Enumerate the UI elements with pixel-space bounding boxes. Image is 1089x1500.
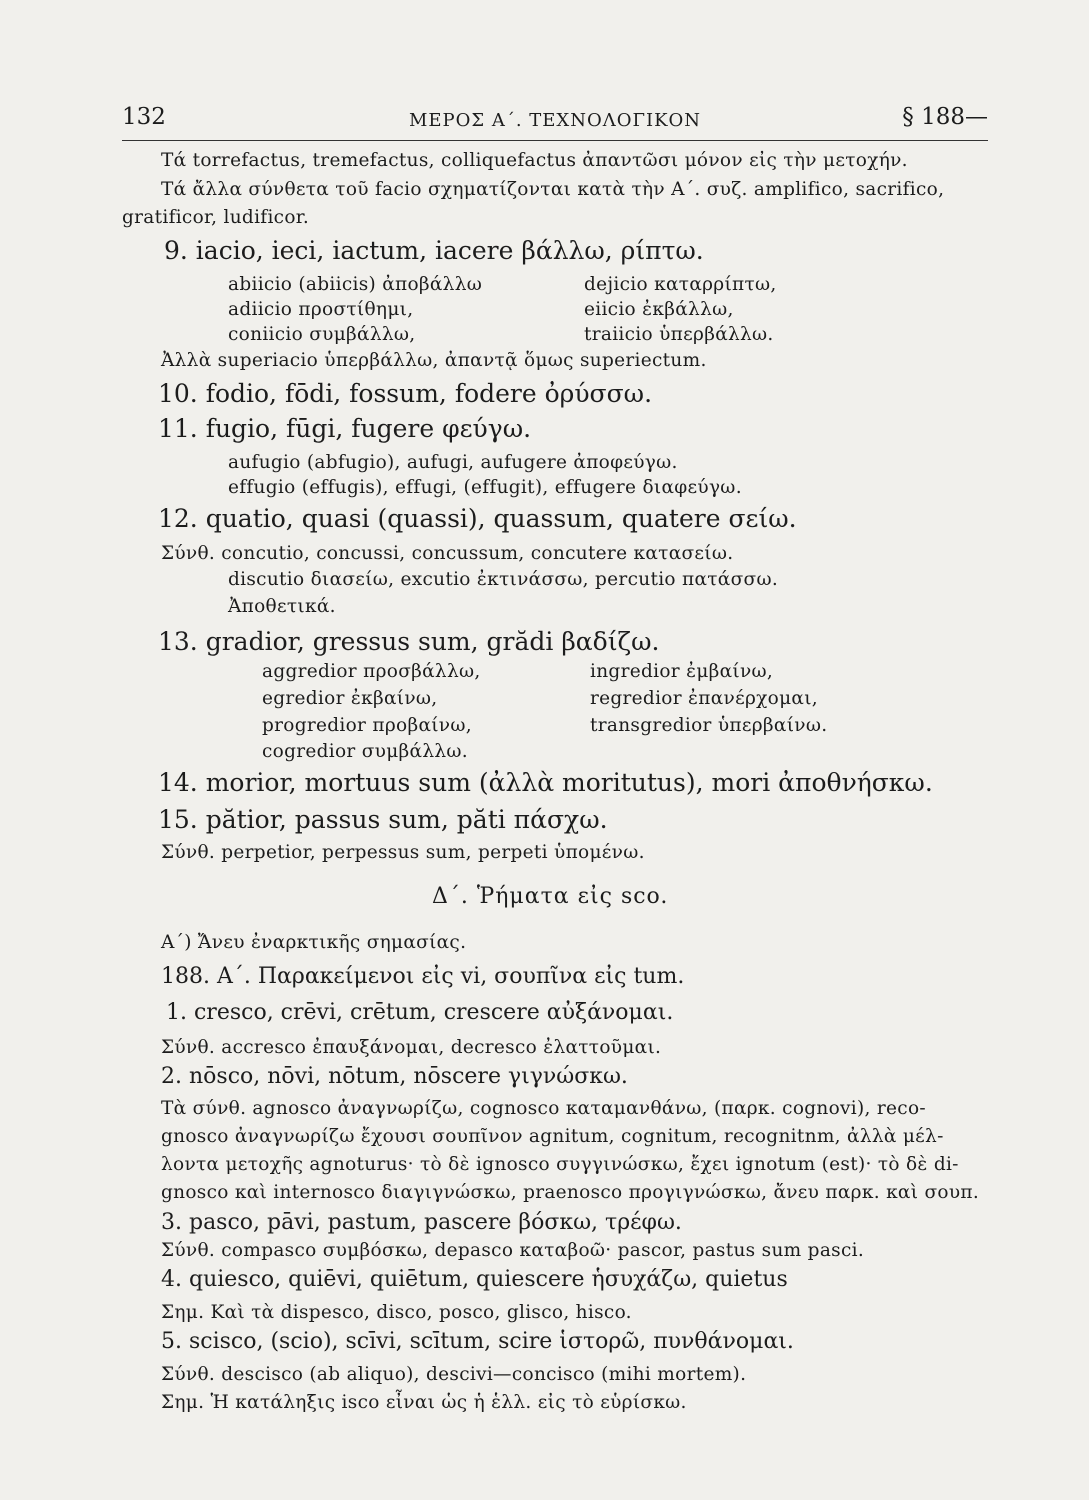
section-heading: Δ΄. Ῥήματα εἰς sco. [432, 884, 669, 909]
verb-heading: 15. pătior, passus sum, păti πάσχω. [158, 805, 608, 834]
header-rule [122, 140, 988, 141]
verb-heading: 12. quatio, quasi (quassi), quassum, quatere σείω. [158, 504, 797, 533]
verb-heading: 13. gradior, gressus sum, grădi βαδίζω. [158, 627, 660, 656]
text-line: Σύνθ. concutio, concussi, concussum, concutere κατασείω. [161, 543, 734, 564]
text-line: Σύνθ. accresco ἐπαυξάνομαι, decresco ἐλαττοῦμαι. [161, 1037, 662, 1058]
compound-left: cogredior συμβάλλω. [262, 741, 468, 762]
compound-left: coniicio συμβάλλω, [228, 324, 416, 345]
text-line: discutio διασείω, excutio ἐκτινάσσω, percutio πατάσσω. [228, 569, 779, 590]
text-line: λοντα μετοχῆς agnoturus· τὸ δὲ ignosco συγγινώσκω, ἔχει ignotum (est)· τὸ δὲ di- [161, 1154, 959, 1175]
text-line: Τά torrefactus, tremefactus, colliquefactus ἀπαντῶσι μόνον εἰς τὴν μετοχήν. [161, 150, 908, 171]
paragraph-heading: 188. Α΄. Παρακείμενοι εἰς vi, σουπῖνα εἰς tum. [161, 964, 685, 989]
compound-left: abiicio (abiicis) ἀποβάλλω [228, 274, 483, 295]
subheading: Α΄) Ἄνευ ἐναρκτικῆς σημασίας. [161, 932, 467, 953]
compound-right: regredior ἐπανέρχομαι, [590, 688, 818, 709]
text-line: gnosco καὶ internosco διαγιγνώσκω, praenosco προγιγνώσκω, ἄνευ παρκ. καὶ σουπ. [161, 1182, 980, 1203]
running-title: ΜΕΡΟΣ Α΄. ΤΕΧΝΟΛΟΓΙΚΟΝ [408, 110, 702, 131]
compound-left: aggredior προσβάλλω, [262, 661, 481, 682]
running-header [122, 104, 988, 138]
verb-heading: 11. fugio, fūgi, fugere φεύγω. [158, 414, 532, 443]
compound-left: egredior ἐκβαίνω, [262, 688, 438, 709]
verb-heading: 14. morior, mortuus sum (ἀλλὰ moritutus), mori ἀποθνήσκω. [158, 768, 933, 797]
text-line: gratificor, ludificor. [122, 207, 310, 228]
text-line: Σύνθ. descisco (ab aliquo), descivi—concisco (mihi mortem). [161, 1364, 747, 1385]
text-line: Ἀλλὰ superiacio ὑπερβάλλω, ἀπαντᾷ ὅμως superiectum. [161, 350, 707, 371]
text-line: Τὰ σύνθ. agnosco ἀναγνωρίζω, cognosco καταμανθάνω, (παρκ. cognovi), reco- [161, 1098, 926, 1119]
verb-heading: 9. iacio, ieci, iactum, iacere βάλλω, ρίπτω. [164, 236, 704, 265]
text-line: Σημ. Ἡ κατάληξις isco εἶναι ὡς ἡ ἑλλ. εἰς τὸ εὑρίσκω. [161, 1392, 687, 1413]
compound-right: ingredior ἐμβαίνω, [590, 661, 774, 682]
text-line: Τά ἄλλα σύνθετα τοῦ facio σχηματίζονται κατὰ τὴν Α΄. συζ. amplifico, sacrifico, [161, 179, 945, 200]
verb-heading: 5. scisco, (scio), scīvi, scītum, scire ἱστορῶ, πυνθάνομαι. [161, 1329, 794, 1354]
section-number: § 188— [902, 104, 988, 130]
verb-heading: 2. nōsco, nōvi, nōtum, nōscere γιγνώσκω. [161, 1064, 628, 1089]
verb-heading: 3. pasco, pāvi, pastum, pascere βόσκω, τρέφω. [161, 1210, 682, 1235]
verb-heading: 4. quiesco, quiēvi, quiētum, quiescere ἡσυχάζω, quietus [161, 1267, 788, 1292]
text-line: effugio (effugis), effugi, (effugit), effugere διαφεύγω. [228, 477, 742, 498]
compound-right: eiicio ἐκβάλλω, [584, 299, 734, 320]
compound-right: traiicio ὑπερβάλλω. [584, 324, 774, 345]
verb-heading: 1. cresco, crēvi, crētum, crescere αὐξάνομαι. [166, 1000, 674, 1025]
compound-left: progredior προβαίνω, [262, 715, 472, 736]
subheading: Ἀποθετικά. [228, 596, 336, 617]
verb-heading: 10. fodio, fōdi, fossum, fodere ὀρύσσω. [158, 379, 653, 408]
text-line: aufugio (abfugio), aufugi, aufugere ἀποφεύγω. [228, 452, 678, 473]
text-line: gnosco ἀναγνωρίζω ἔχουσι σουπῖνον agnitum, cognitum, recognitnm, ἀλλὰ μέλ- [161, 1126, 944, 1147]
text-line: Σημ. Καὶ τὰ dispesco, disco, posco, glisco, hisco. [161, 1302, 632, 1323]
compound-right: transgredior ὑπερβαίνω. [590, 715, 828, 736]
compound-left: adiicio προστίθημι, [228, 299, 414, 320]
compound-right: dejicio καταρρίπτω, [584, 274, 777, 295]
text-line: Σύνθ. perpetior, perpessus sum, perpeti ὑπομένω. [161, 842, 645, 863]
text-line: Σύνθ. compasco συμβόσκω, depasco καταβοῶ· pascor, pastus sum pasci. [161, 1240, 865, 1261]
page-number: 132 [122, 104, 166, 130]
